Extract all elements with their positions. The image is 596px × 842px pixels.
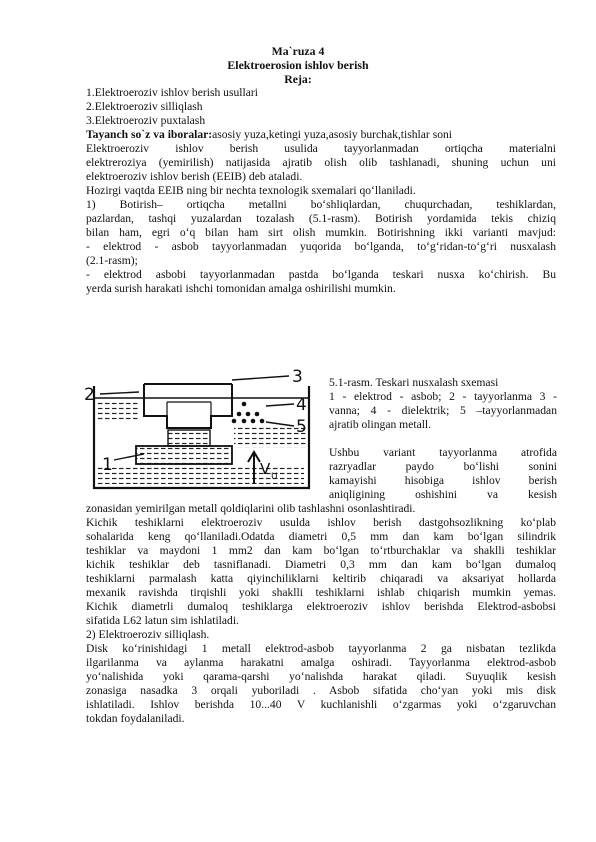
intro-line-5: 1) Botirish– ortiqcha metallni bo‘shliqlardan, chuqurchadan, teshiklardan,	[86, 198, 556, 211]
body-line-13: yo‘nalishida yoki qarama-qarshi yo‘nalishda harakat qiladi. Suyuqlik kesish	[86, 670, 556, 683]
side-text-line-2: razryadlar paydo bo‘lishi sonini	[329, 460, 557, 473]
side-text-line-3: kamayishi hisobiga ishlov berish	[329, 474, 557, 487]
body-line-11: Disk ko‘rinishidagi 1 metall elektrod-asbob tayyorlanma 2 ga nisbatan tezlikda	[86, 642, 556, 655]
plan-item-3: 3.Elektroeroziv puxtalash	[86, 114, 206, 127]
side-text-line-1: Ushbu variant tayyorlanma atrofida	[329, 446, 557, 459]
body-line-9: sifatida L62 latun sim ishlatiladi.	[86, 614, 239, 627]
plan-item-1: 1.Elektroeroziv ishlov berish usullari	[86, 86, 258, 99]
body-line-3: sohalarida keng qo‘llaniladi.Odatda diametri 0,5 mm dan kam bo‘lgan silindrik	[86, 530, 556, 543]
plan-heading: Reja:	[284, 72, 312, 86]
intro-line-3: elektroeroziv ishlov berish (EEIB) deb ataladi.	[86, 170, 303, 183]
velocity-label: V	[260, 460, 271, 478]
intro-line-2: elektreroziya (yemirilish) natijasida ajratib olish olib tashlanadi, shuning uchun uni	[86, 156, 556, 169]
intro-line-10: - elektrod asbobi tayyorlanmadan pastda bo‘lganda teskari nusxa ko‘chirish. Bu	[86, 268, 556, 281]
label-3: 3	[292, 367, 303, 387]
body-line-8: Kichik diametrli dumaloq teshiklarga elektroeroziv ishlov berishda Elektrod-asbobsi	[86, 600, 556, 613]
figure-caption-line-1: 5.1-rasm. Teskari nusxalash sxemasi	[329, 376, 499, 389]
label-1: 1	[102, 455, 113, 475]
section-heading-2: 2) Elektroeroziv silliqlash.	[86, 628, 210, 641]
figure-caption-line-3: vanna; 4 - dielektrik; 5 –tayyorlanmadan	[329, 404, 557, 417]
workpiece	[144, 384, 232, 428]
intro-line-9: (2.1-rasm);	[86, 254, 138, 267]
label-4: 4	[296, 395, 307, 415]
keywords-line	[86, 128, 556, 142]
lecture-number: Ma`ruza 4	[271, 44, 325, 58]
label-5: 5	[296, 417, 307, 437]
body-line-6: teshiklarni parmalash katta qiyinchiliklarni keltirib chiqaradi va aksariyat hollarda	[86, 572, 556, 585]
plan-item-2: 2.Elektroeroziv silliqlash	[86, 100, 203, 113]
figure-caption-line-2: 1 - elektrod - asbob; 2 - tayyorlanma 3 -	[329, 390, 557, 403]
intro-line-7: bilan ham, egri o‘q bilan ham sirt olish mumkin. Botirishning ikki varianti mavjud:	[86, 226, 556, 239]
intro-line-6: pazlardan, tashqi yuzalardan tozalash (5.1-rasm). Botirish yordamida tekis chiziq	[86, 212, 556, 225]
intro-line-8: - elektrod - asbob tayyorlanmadan yuqorida bo‘lganda, to‘g‘ridan-to‘g‘ri nusxalash	[86, 240, 556, 253]
body-line-1: zonasidan yemirilgan metall qoldiqlarini olib tashlashni osonlashtiradi.	[86, 502, 416, 515]
velocity-subscript: U	[271, 472, 278, 482]
figure-reverse-copy-scheme	[84, 366, 324, 506]
keywords-text: asosiy yuza,ketingi yuza,asosiy burchak,tishlar soni	[212, 128, 453, 141]
body-line-2: Kichik teshiklarni elektroeroziv usulda ishlov berish dastgohsozlikning ko‘plab	[86, 516, 556, 529]
page-title: Elektroerosion ishlov berish	[227, 58, 369, 72]
tool-electrode	[136, 446, 232, 464]
body-line-12: ilgarilanma va aylanma harakatni amalga oshiradi. Tayyorlanma elektrod-asbob	[86, 656, 556, 669]
body-line-4: teshiklar va maydoni 1 mm2 dan kam bo‘lgan to‘rtburchaklar va shaklli teshiklar	[86, 544, 556, 557]
intro-line-11: yerda surish harakati ishchi tomonidan amalga oshirilishi mumkin.	[86, 282, 396, 295]
body-line-16: tokdan foydalaniladi.	[86, 712, 185, 725]
label-2: 2	[84, 385, 95, 405]
side-text-line-4: aniqligining oshishini va kesish	[329, 488, 557, 501]
removed-metal-particles	[232, 402, 265, 424]
body-line-7: mexanik ravishda tirqishli yoki shaklli teshiklarni ishlab chiqarish mumkin yemas.	[86, 586, 556, 599]
body-line-5: kichik teshiklar deb tasniflanadi. Diametri 0,3 mm dan kam bo‘lgan dumaloq	[86, 558, 556, 571]
body-line-15: ishlatiladi. Ishlov berishda 10...40 V kuchlanishli o‘zgarmas yoki o‘zgaruvchan	[86, 698, 556, 711]
keywords-label: Tayanch so`z va iboralar:	[86, 128, 213, 141]
figure-caption-line-4: ajratib olingan metall.	[329, 418, 432, 431]
body-line-14: zonasiga nasadka 3 orqali yuboriladi . Asbob sifatida cho‘yan yoki mis disk	[86, 684, 556, 697]
intro-line-4: Hozirgi vaqtda EEIB ning bir nechta texnologik sxemalari qo‘llaniladi.	[86, 184, 416, 197]
intro-line-1: Elektroeroziv ishlov berish usulida tayyorlanmadan ortiqcha materialni	[86, 142, 556, 155]
